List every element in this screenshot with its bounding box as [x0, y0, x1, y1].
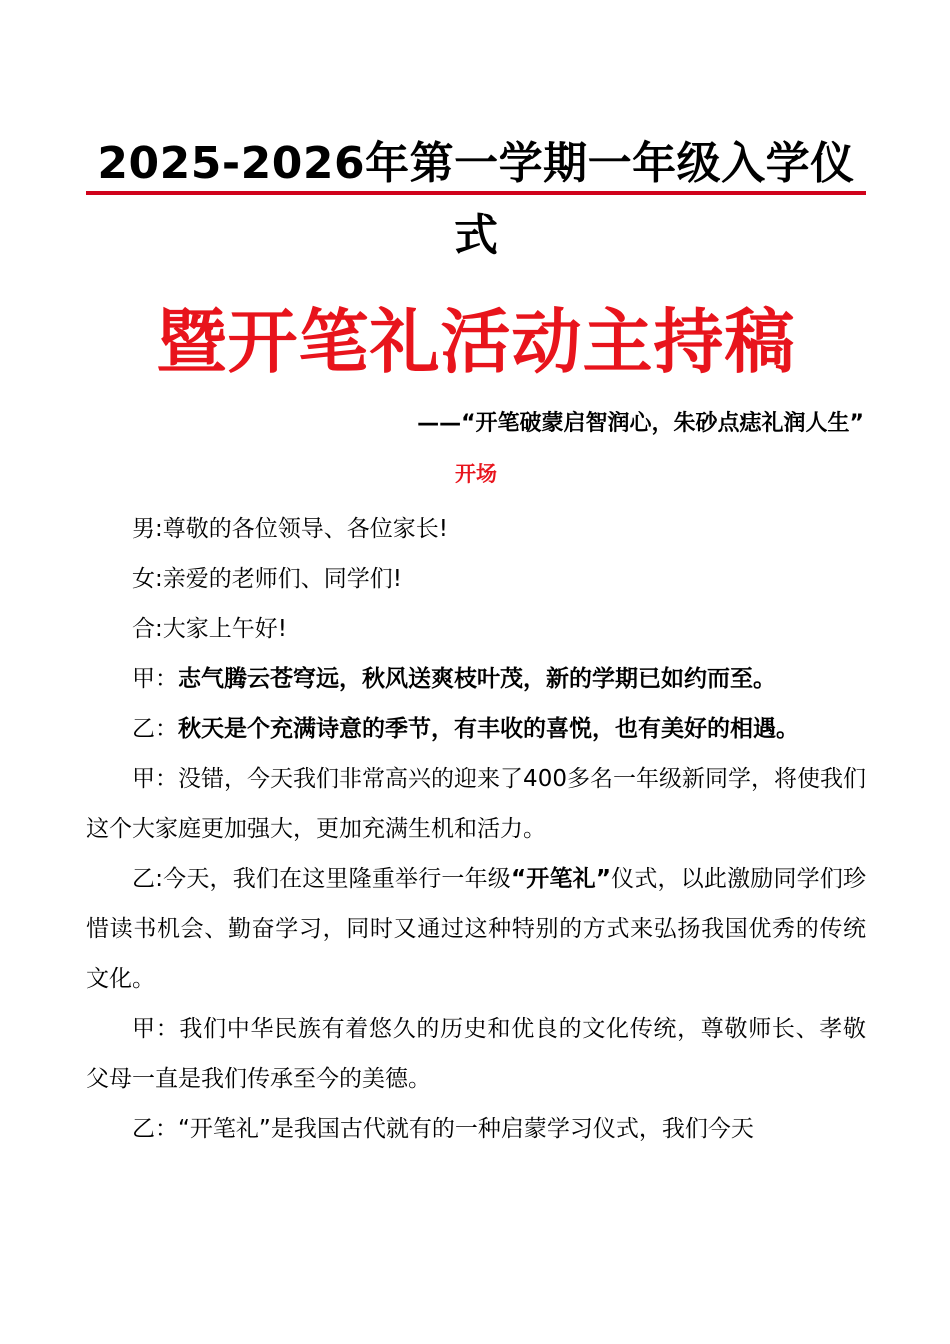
- paragraph-5: [86, 704, 866, 754]
- title-underline: [86, 191, 866, 195]
- speaker-label: 男:: [132, 516, 163, 542]
- paragraph-bold-text: “开笔礼”: [510, 866, 611, 892]
- document-title-line1: 2025-2026年第一学期一年级入学仪: [97, 138, 855, 189]
- paragraph-text: 今天，我们在这里隆重举行一年级: [162, 866, 511, 892]
- document-title-line2: 暨开笔礼活动主持稿: [156, 301, 796, 383]
- speaker-label: 乙：: [132, 1116, 178, 1142]
- paragraph-7: [86, 854, 866, 1004]
- speaker-label: 乙：: [132, 716, 178, 742]
- paragraph-8: [86, 1004, 866, 1104]
- paragraph-2: [86, 554, 866, 604]
- paragraph-text: 亲爱的老师们、同学们!: [162, 566, 402, 592]
- paragraph-3: [86, 604, 866, 654]
- speaker-label: 甲：: [132, 666, 178, 692]
- paragraph-text: 尊敬的各位领导、各位家长!: [162, 516, 448, 542]
- paragraph-text: “开笔礼”是我国古代就有的一种启蒙学习仪式，我们今天: [178, 1116, 754, 1142]
- paragraph-text: 我们中华民族有着悠久的历史和优良的文化传统，尊敬师长、孝敬父母一直是我们传承至今的美德。: [86, 1016, 867, 1092]
- paragraph-bold-text: 秋天是个充满诗意的季节，有丰收的喜悦，也有美好的相遇。: [178, 716, 799, 742]
- paragraph-6: [86, 754, 866, 854]
- document-title-line1-continued: 式: [454, 210, 498, 261]
- paragraph-1: [86, 504, 866, 554]
- speaker-label: 乙:: [132, 866, 163, 892]
- paragraph-text: 大家上午好!: [162, 616, 287, 642]
- paragraph-bold-text: 志气腾云苍穹远，秋风送爽枝叶茂，新的学期已如约而至。: [178, 666, 776, 692]
- speaker-label: 甲：: [132, 766, 179, 792]
- speaker-label: 甲：: [132, 1016, 180, 1042]
- speaker-label: 女:: [132, 566, 163, 592]
- paragraph-text-continued: 仪式，以此激励同学们珍惜读书机会、勤奋学习，同时又通过这种特别的方式来弘扬我国优秀的传统文化。: [86, 866, 867, 992]
- paragraph-text: 没错，今天我们非常高兴的迎来了400多名一年级新同学，将使我们这个大家庭更加强大，更加充满生机和活力。: [86, 766, 867, 842]
- section-heading: 开场: [455, 462, 497, 486]
- paragraph-9: [86, 1104, 866, 1154]
- document-subtitle: ——“开笔破蒙启智润心，朱砂点痣礼润人生”: [417, 411, 864, 436]
- speaker-label: 合:: [132, 616, 163, 642]
- paragraph-4: [86, 654, 866, 704]
- document-body: [86, 504, 866, 1154]
